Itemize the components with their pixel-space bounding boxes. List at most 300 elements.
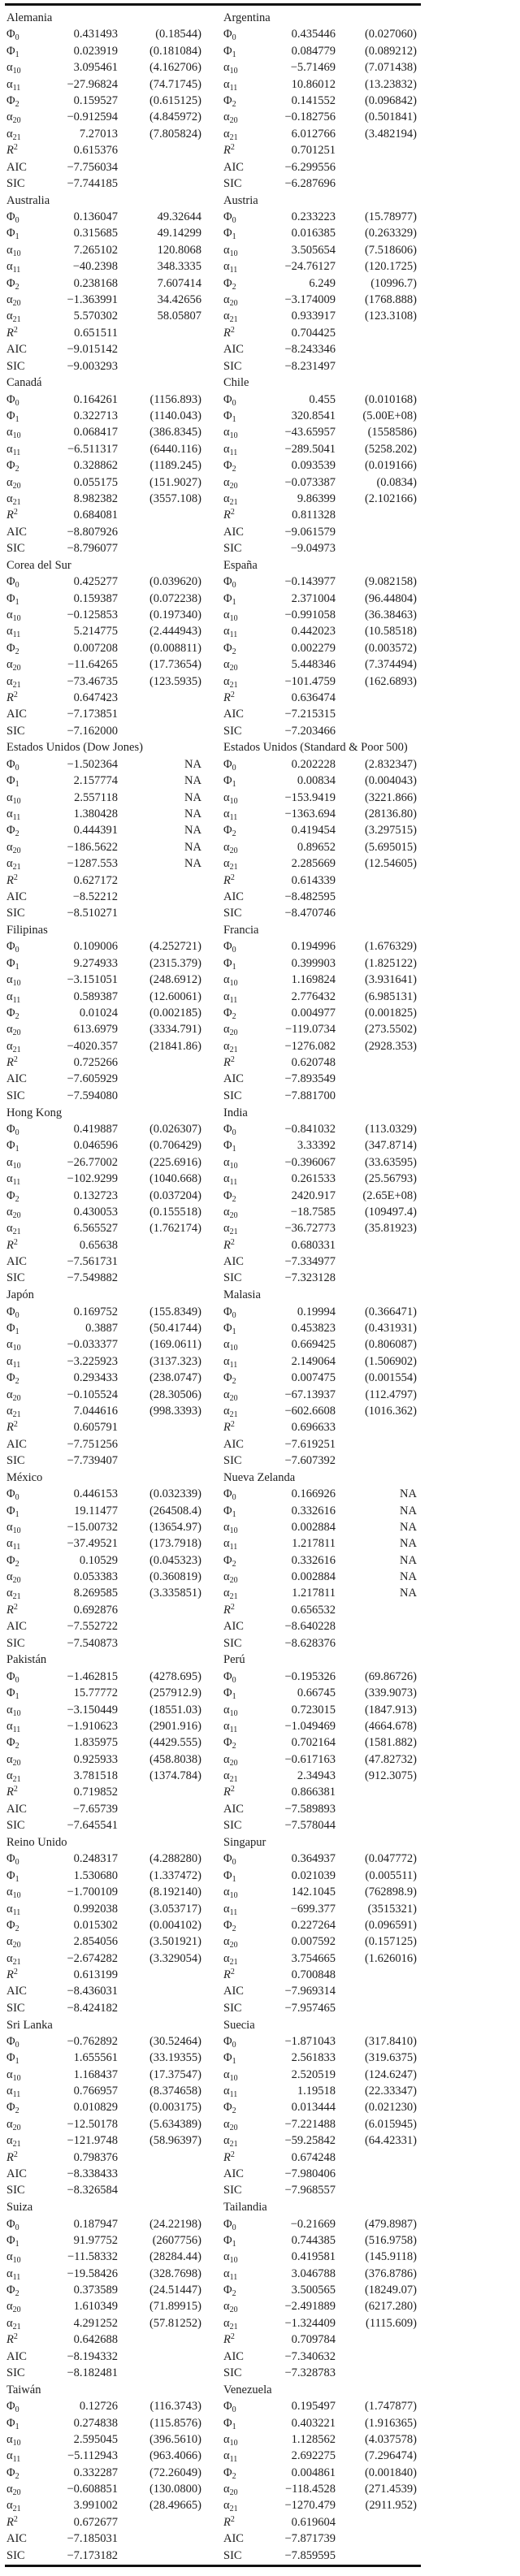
country-name: Argentina — [223, 11, 271, 24]
coefficient-value: 3.991002 — [73, 2499, 118, 2513]
parameter-symbol: Φ — [6, 2034, 15, 2048]
parameter-symbol: Φ — [223, 2466, 232, 2479]
aic-value: −8.243346 — [284, 343, 336, 357]
aic-value: −7.185031 — [67, 2532, 118, 2546]
standard-error: (155.8349) — [149, 1305, 202, 1318]
empty-cell — [336, 2182, 417, 2198]
coefficient-value: 6.249 — [309, 276, 336, 290]
coefficient-value: 0.10529 — [79, 1553, 118, 1567]
r-squared-value: 0.636474 — [291, 691, 336, 704]
r-squared-label — [223, 1054, 272, 1071]
parameter-row — [223, 1220, 417, 1236]
parameter-subscript: 1 — [232, 962, 236, 972]
standard-error: (162.6893) — [364, 674, 417, 688]
parameter-label — [6, 2497, 55, 2513]
standard-error: NA — [184, 807, 202, 820]
parameter-subscript: 21 — [12, 1409, 21, 1419]
parameter-symbol: Φ — [6, 1553, 15, 1567]
standard-error: (3.297515) — [364, 824, 417, 838]
empty-cell — [118, 524, 202, 540]
parameter-row — [6, 1933, 202, 1950]
parameter-subscript: 0 — [15, 581, 20, 591]
parameter-label — [223, 2116, 272, 2132]
parameter-label — [223, 1021, 272, 1037]
parameter-symbol: Φ — [223, 1006, 232, 1020]
coefficient-value: −19.58426 — [67, 2266, 118, 2280]
parameter-subscript: 0 — [15, 1675, 20, 1685]
parameter-subscript: 21 — [12, 1592, 21, 1602]
aic-row — [6, 1436, 202, 1453]
parameter-row — [6, 1585, 202, 1601]
coefficient-value: 1.655561 — [73, 2051, 118, 2065]
r-squared-label — [6, 1054, 55, 1071]
standard-error: (5.634389) — [149, 2117, 202, 2131]
empty-cell — [336, 1054, 417, 1071]
aic-value: −9.015142 — [67, 343, 118, 357]
parameter-row — [223, 1403, 417, 1419]
parameter-label — [6, 2298, 55, 2314]
empty-cell — [118, 2548, 202, 2564]
coefficient-value: −43.65957 — [284, 426, 336, 439]
standard-error: 58.05807 — [157, 310, 202, 323]
parameter-subscript: 2 — [15, 647, 20, 656]
parameter-row — [6, 2448, 202, 2464]
empty-cell — [336, 142, 417, 158]
parameter-symbol: α — [6, 2483, 13, 2496]
parameter-label — [223, 26, 272, 42]
empty-cell — [118, 2150, 202, 2166]
sic-label: SIC — [223, 724, 242, 738]
parameter-symbol: Φ — [223, 2101, 232, 2115]
country-pair — [0, 193, 520, 375]
aic-value: −7.871739 — [284, 2532, 336, 2546]
r-squared-symbol: R — [6, 2333, 14, 2347]
parameter-symbol: α — [223, 2117, 230, 2131]
coefficient-value: 4.291252 — [73, 2316, 118, 2330]
aic-value: −6.299556 — [284, 160, 336, 174]
sic-row — [223, 175, 417, 192]
standard-error: (0.021230) — [364, 2101, 417, 2115]
parameter-subscript: 2 — [15, 1377, 20, 1387]
standard-error: NA — [184, 824, 202, 838]
r-squared-superscript: 2 — [13, 2332, 18, 2342]
parameter-row — [6, 2398, 202, 2414]
sic-value: −7.162000 — [67, 724, 118, 738]
parameter-symbol: α — [223, 1205, 230, 1219]
parameter-symbol: Φ — [6, 956, 15, 970]
parameter-symbol: α — [6, 1902, 13, 1916]
parameter-symbol: α — [6, 1155, 13, 1169]
aic-row — [6, 1071, 202, 1087]
parameter-row — [6, 2033, 202, 2050]
parameter-row — [6, 1370, 202, 1386]
parameter-label — [6, 59, 55, 76]
standard-error: 49.32644 — [157, 210, 202, 223]
parameter-row — [223, 1137, 417, 1154]
parameter-subscript: 11 — [229, 1907, 238, 1917]
empty-cell — [336, 1784, 417, 1800]
parameter-symbol: α — [223, 2085, 230, 2098]
parameter-subscript: 2 — [15, 2471, 20, 2481]
parameter-label — [6, 109, 55, 125]
parameter-subscript: 10 — [229, 2256, 238, 2266]
parameter-row — [223, 392, 417, 408]
parameter-subscript: 20 — [12, 846, 21, 855]
empty-cell — [336, 690, 417, 706]
parameter-label — [6, 2232, 55, 2249]
empty-cell — [336, 540, 417, 556]
coefficient-value: 0.007208 — [73, 641, 118, 655]
parameter-label — [6, 2132, 55, 2149]
empty-cell — [118, 325, 202, 341]
parameter-label — [223, 209, 272, 225]
standard-error: NA — [400, 1587, 417, 1600]
coefficient-value: −11.64265 — [67, 658, 118, 672]
parameter-subscript: 11 — [229, 2272, 238, 2282]
country-pair — [0, 1105, 520, 1288]
parameter-subscript: 21 — [12, 315, 21, 325]
r-squared-superscript: 2 — [230, 2514, 235, 2524]
parameter-symbol: Φ — [6, 227, 15, 240]
standard-error: (0.010168) — [364, 392, 417, 406]
r-squared-superscript: 2 — [230, 325, 235, 335]
standard-error: (396.5610) — [149, 2432, 202, 2446]
standard-error: (2928.353) — [364, 1039, 417, 1053]
empty-cell — [336, 872, 417, 889]
parameter-subscript: 1 — [232, 2422, 236, 2431]
parameter-symbol: Φ — [223, 1504, 232, 1517]
parameter-symbol: α — [223, 475, 230, 489]
coefficient-value: −186.5622 — [67, 840, 118, 854]
standard-error: (109497.4) — [364, 1205, 417, 1219]
standard-error: (7.296474) — [364, 2449, 417, 2463]
coefficient-value: 3.754665 — [291, 1951, 336, 1965]
empty-cell — [118, 889, 202, 905]
aic-value: −7.980406 — [284, 2167, 336, 2181]
parameter-symbol: α — [6, 2085, 13, 2098]
country-block — [223, 557, 417, 739]
parameter-row — [223, 1768, 417, 1784]
parameter-subscript: 1 — [232, 2057, 236, 2067]
parameter-label — [223, 1868, 272, 1884]
r-squared-symbol: R — [223, 873, 231, 887]
parameter-row — [223, 59, 417, 76]
coefficient-value: 1.530680 — [73, 1868, 118, 1882]
aic-row — [223, 889, 417, 905]
coefficient-value: −1270.479 — [284, 2499, 336, 2513]
parameter-row — [6, 2465, 202, 2481]
aic-value: −8.640228 — [284, 1620, 336, 1634]
parameter-symbol: α — [223, 790, 230, 804]
parameter-subscript: 21 — [12, 2140, 21, 2150]
parameter-row — [223, 2083, 417, 2099]
standard-error: (0.026307) — [149, 1122, 202, 1136]
parameter-label — [223, 1569, 272, 1585]
parameter-symbol: Φ — [6, 1122, 15, 1136]
parameter-symbol: Φ — [223, 1305, 232, 1318]
coefficient-value: 0.925933 — [73, 1752, 118, 1766]
r-squared-row — [223, 1967, 417, 1983]
coefficient-value: 0.315685 — [73, 227, 118, 240]
parameter-label — [6, 1370, 55, 1386]
parameter-row — [6, 2298, 202, 2314]
standard-error: (28136.80) — [364, 807, 417, 820]
standard-error: (0.197340) — [149, 608, 202, 621]
standard-error: (96.44804) — [364, 591, 417, 605]
parameter-subscript: 10 — [12, 2438, 21, 2448]
parameter-subscript: 0 — [15, 398, 20, 408]
parameter-subscript: 2 — [15, 2289, 20, 2299]
r-squared-superscript: 2 — [230, 872, 235, 882]
coefficient-value: 8.982382 — [73, 491, 118, 505]
parameter-subscript: 21 — [12, 2322, 21, 2331]
parameter-row — [223, 1718, 417, 1734]
standard-error: (35.81923) — [364, 1222, 417, 1236]
parameter-symbol: α — [6, 840, 13, 854]
parameter-subscript: 1 — [232, 50, 236, 59]
parameter-subscript: 1 — [15, 2057, 20, 2067]
parameter-symbol: α — [6, 2134, 13, 2148]
coefficient-value: −7.221488 — [284, 2117, 336, 2131]
standard-error: (13.23832) — [364, 77, 417, 91]
coefficient-value: 0.328862 — [73, 459, 118, 473]
parameter-row — [223, 26, 417, 42]
r-squared-value: 0.700848 — [291, 1968, 336, 1982]
r-squared-superscript: 2 — [13, 2150, 18, 2159]
sic-row — [6, 540, 202, 556]
parameter-symbol: α — [223, 1155, 230, 1169]
parameter-subscript: 2 — [232, 2289, 236, 2299]
parameter-subscript: 2 — [232, 647, 236, 656]
r-squared-symbol: R — [223, 1603, 231, 1617]
sic-value: −7.968557 — [284, 2184, 336, 2197]
parameter-symbol: α — [6, 1951, 13, 1965]
parameter-label — [223, 1901, 272, 1917]
coefficient-value: −0.182756 — [284, 110, 336, 124]
parameter-label — [6, 1320, 55, 1336]
sic-value: −7.744185 — [67, 176, 118, 190]
coefficient-value: −153.9419 — [284, 790, 336, 804]
parameter-symbol: α — [223, 2449, 230, 2463]
standard-error: (2315.379) — [149, 956, 202, 970]
standard-error: 34.42656 — [157, 292, 202, 306]
parameter-row — [6, 955, 202, 972]
parameter-row — [223, 242, 417, 258]
parameter-row — [223, 640, 417, 656]
parameter-subscript: 1 — [232, 2239, 236, 2249]
r-squared-symbol: R — [6, 144, 14, 158]
parameter-label — [223, 242, 272, 258]
r-squared-symbol: R — [6, 509, 14, 522]
coefficient-value: 0.403221 — [291, 2416, 336, 2430]
coefficient-value: 0.455 — [309, 392, 336, 406]
country-block — [223, 193, 417, 374]
parameter-subscript: 10 — [12, 979, 21, 989]
parameter-row — [223, 1851, 417, 1867]
parameter-subscript: 11 — [12, 448, 21, 457]
empty-cell — [118, 341, 202, 357]
parameter-symbol: Φ — [6, 276, 15, 290]
standard-error: (1.676329) — [364, 940, 417, 954]
coefficient-value: 0.425277 — [73, 575, 118, 589]
parameter-label — [6, 258, 55, 275]
standard-error: (0.072238) — [149, 591, 202, 605]
parameter-symbol: α — [223, 2300, 230, 2314]
parameter-label — [6, 1884, 55, 1900]
standard-error: (4278.695) — [149, 1669, 202, 1683]
sic-label: SIC — [6, 1636, 25, 1650]
parameter-row — [6, 1552, 202, 1569]
parameter-symbol: α — [223, 1935, 230, 1949]
r-squared-label — [223, 872, 272, 889]
parameter-subscript: 0 — [232, 398, 236, 408]
parameter-row — [6, 938, 202, 955]
parameter-row — [223, 2216, 417, 2232]
sic-value: −7.645541 — [67, 1819, 118, 1833]
parameter-row — [6, 2415, 202, 2431]
coefficient-value: 0.442023 — [291, 625, 336, 639]
country-name: Japón — [6, 1288, 34, 1302]
country-name: Francia — [223, 923, 259, 937]
standard-error: (328.7698) — [149, 2266, 202, 2280]
parameter-subscript: 1 — [15, 597, 20, 607]
parameter-subscript: 20 — [229, 1941, 238, 1950]
parameter-row — [6, 2249, 202, 2265]
parameter-symbol: α — [6, 260, 13, 274]
parameter-subscript: 20 — [229, 1210, 238, 1220]
sic-value: −9.04973 — [290, 542, 336, 556]
aic-label: AIC — [223, 1802, 244, 1816]
parameter-subscript: 2 — [15, 1011, 20, 1021]
empty-cell — [336, 1453, 417, 1469]
coefficient-value: −73.46735 — [67, 674, 118, 688]
parameter-label — [6, 1685, 55, 1701]
parameter-symbol: α — [223, 310, 230, 323]
parameter-row — [6, 1519, 202, 1535]
parameter-label — [223, 2216, 272, 2232]
coefficient-value: 1.610349 — [73, 2300, 118, 2314]
parameter-label — [223, 1519, 272, 1535]
coefficient-value: 0.01024 — [79, 1006, 118, 1020]
parameter-symbol: α — [223, 608, 230, 621]
standard-error: (376.8786) — [364, 2266, 417, 2280]
standard-error: (21841.86) — [149, 1039, 202, 1053]
parameter-subscript: 0 — [15, 1128, 20, 1137]
parameter-label — [6, 1121, 55, 1137]
parameter-label — [6, 2282, 55, 2298]
parameter-label — [6, 209, 55, 225]
parameter-row — [6, 790, 202, 806]
parameter-symbol: α — [6, 1520, 13, 1534]
standard-error: 120.8068 — [157, 243, 202, 257]
r-squared-symbol: R — [223, 326, 231, 340]
parameter-label — [6, 2033, 55, 2050]
parameter-subscript: 20 — [229, 2488, 238, 2498]
parameter-row — [6, 1220, 202, 1236]
parameter-row — [223, 2050, 417, 2066]
r-squared-value: 0.709784 — [291, 2333, 336, 2347]
coefficient-value: 0.187947 — [73, 2217, 118, 2231]
parameter-label — [6, 2099, 55, 2115]
r-squared-superscript: 2 — [230, 2332, 235, 2342]
standard-error: (516.9758) — [364, 2233, 417, 2247]
sic-row — [6, 1453, 202, 1469]
parameter-subscript: 10 — [229, 1708, 238, 1718]
country-pair — [0, 2199, 520, 2382]
coefficient-value: −102.9299 — [67, 1172, 118, 1186]
parameter-label — [223, 2481, 272, 2497]
sic-label: SIC — [223, 2548, 242, 2562]
parameter-symbol: α — [223, 2266, 230, 2280]
parameter-symbol: α — [6, 310, 13, 323]
parameter-row — [6, 308, 202, 324]
r-squared-row — [223, 872, 417, 889]
standard-error: (479.8987) — [364, 2217, 417, 2231]
standard-error: (17.73654) — [149, 658, 202, 672]
r-squared-symbol: R — [223, 2333, 231, 2347]
standard-error: (0.001825) — [364, 1006, 417, 1020]
parameter-subscript: 0 — [232, 2405, 236, 2415]
empty-cell — [336, 2548, 417, 2564]
parameter-symbol: Φ — [223, 774, 232, 788]
coefficient-value: 1.835975 — [73, 1736, 118, 1750]
parameter-symbol: α — [6, 973, 13, 987]
parameter-symbol: Φ — [223, 940, 232, 954]
parameter-label — [223, 2431, 272, 2448]
country-block — [6, 2199, 202, 2381]
parameter-row — [6, 292, 202, 308]
parameter-row — [223, 424, 417, 440]
parameter-row — [6, 1950, 202, 1967]
empty-cell — [118, 2514, 202, 2531]
coefficient-value: 8.269585 — [73, 1587, 118, 1600]
coefficient-value: 0.068417 — [73, 426, 118, 439]
r-squared-superscript: 2 — [230, 508, 235, 517]
parameter-subscript: 20 — [12, 298, 21, 308]
r-squared-value: 0.651511 — [74, 326, 118, 340]
parameter-subscript: 21 — [229, 497, 238, 507]
aic-value: −8.807926 — [67, 525, 118, 539]
r-squared-superscript: 2 — [230, 690, 235, 699]
standard-error: (123.3108) — [364, 310, 417, 323]
standard-error: (13654.97) — [149, 1520, 202, 1534]
parameter-label — [6, 1387, 55, 1403]
parameter-symbol: Φ — [6, 2233, 15, 2247]
parameter-subscript: 11 — [229, 1360, 238, 1370]
coefficient-value: −3.151051 — [67, 973, 118, 987]
aic-row — [223, 159, 417, 175]
empty-cell — [336, 325, 417, 341]
parameter-symbol: α — [223, 1023, 230, 1037]
sic-label: SIC — [223, 2366, 242, 2380]
parameter-symbol: Φ — [223, 276, 232, 290]
parameter-label — [6, 2315, 55, 2331]
country-name: Corea del Sur — [6, 558, 72, 572]
r-squared-row — [6, 1967, 202, 1983]
standard-error: (151.9027) — [149, 475, 202, 489]
coefficient-value: 0.332616 — [291, 1553, 336, 1567]
standard-error: NA — [400, 1520, 417, 1534]
parameter-symbol: α — [6, 243, 13, 257]
r-squared-label — [6, 1237, 55, 1253]
empty-cell — [118, 1602, 202, 1618]
parameter-row — [6, 1353, 202, 1370]
coefficient-value: −3.150449 — [67, 1703, 118, 1717]
parameter-label — [223, 1669, 272, 1685]
parameter-row — [6, 1851, 202, 1867]
coefficient-value: 9.86399 — [297, 491, 336, 505]
r-squared-label — [223, 1237, 272, 1253]
